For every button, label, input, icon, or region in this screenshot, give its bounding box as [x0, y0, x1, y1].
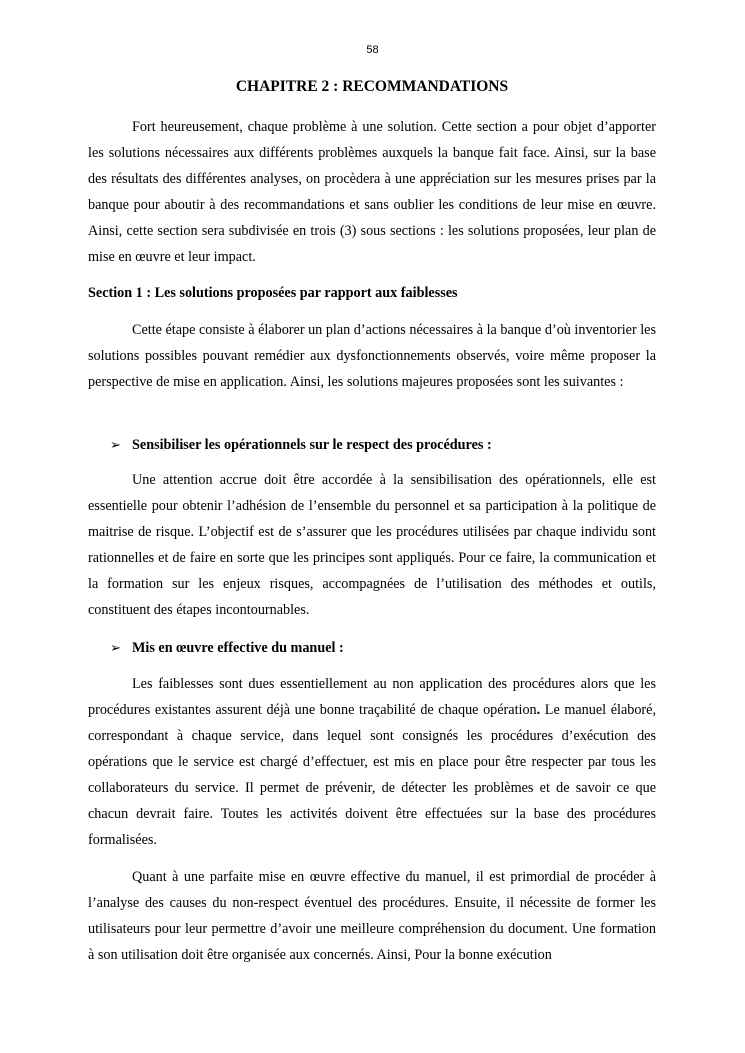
sensibiliser-paragraph: Une attention accrue doit être accordée à la sensibilisation des opérationnels, elle est essentielle pour obtenir l’adhésion de l’ensemble du personnel et sa participation à la politique de maitrise de risque. L’objectif est de s’assurer que les procédures utilisées par chaque individu sont rationnelles et de faire en sorte que les principes sont appliqués. Pour ce faire, la communication et la formation sur les enjeux risques, accompagnées de l’utilisation des méthodes et outils, constituent des étapes incontournables. — [88, 472, 656, 618]
section-1-heading: Section 1 : Les solutions proposées par rapport aux faiblesses — [88, 285, 458, 301]
page-number: 58 — [366, 44, 379, 56]
manuel-bold-period: . — [536, 702, 541, 718]
manuel-paragraph-part2: Le manuel élaboré, correspondant à chaque service, dans lequel sont consignés les procédures d’exécution des opérations que le service est chargé d’effectuer, est mis en place pour être respecter par tous les collaborateurs du service. Il permet de prévenir, de détecter les problèmes et de savoir ce que chacun devrait faire. Toutes les activités doivent être effectuées sur la base des procédures formalisées. — [88, 702, 656, 848]
manuel-paragraph-2: Quant à une parfaite mise en œuvre effective du manuel, il est primordial de procéder à l’analyse des causes du non-respect éventuel des procédures. Ensuite, il nécessite de former les utilisateurs pour leur permettre d’avoir une meilleure compréhension du document. Une formation à son utilisation doit être organisée aux concernés. Ainsi, Pour la bonne exécution — [88, 869, 656, 963]
chapter-title: CHAPITRE 2 : RECOMMANDATIONS — [235, 78, 509, 95]
bullet-heading-text: Sensibiliser les opérationnels sur le respect des procédures : — [132, 437, 492, 453]
arrow-bullet-icon: ➢ — [110, 640, 121, 655]
bullet-heading-text: Mis en œuvre effective du manuel : — [132, 640, 344, 656]
manuel-paragraph-part1: Les faiblesses sont dues essentiellement au non application des procédures alors que les procédures existantes assurent déjà une bonne traçabilité de chaque opération — [88, 676, 656, 718]
section-1-paragraph: Cette étape consiste à élaborer un plan d’actions nécessaires à la banque d’où inventorier les solutions possibles pouvant remédier aux dysfonctionnements observés, voire même proposer la perspective de mise en application. Ainsi, les solutions majeures proposées sont les suivantes : — [88, 322, 656, 390]
manuel-paragraph — [88, 671, 656, 853]
bullet-heading-sensibiliser — [110, 432, 656, 458]
bullet-heading-manuel — [110, 635, 656, 661]
intro-paragraph: Fort heureusement, chaque problème à une solution. Cette section a pour objet d’apporter les solutions nécessaires aux différents problèmes auxquels la banque fait face. Ainsi, sur la base des résultats des différentes analyses, on procèdera à une appréciation sur les mesures prises par la banque pour aboutir à des recommandations et sans oublier les conditions de leur mise en œuvre. Ainsi, cette section sera subdivisée en trois (3) sous sections : les solutions proposées, leur plan de mise en œuvre et leur impact. — [88, 119, 656, 265]
arrow-bullet-icon: ➢ — [110, 437, 121, 452]
